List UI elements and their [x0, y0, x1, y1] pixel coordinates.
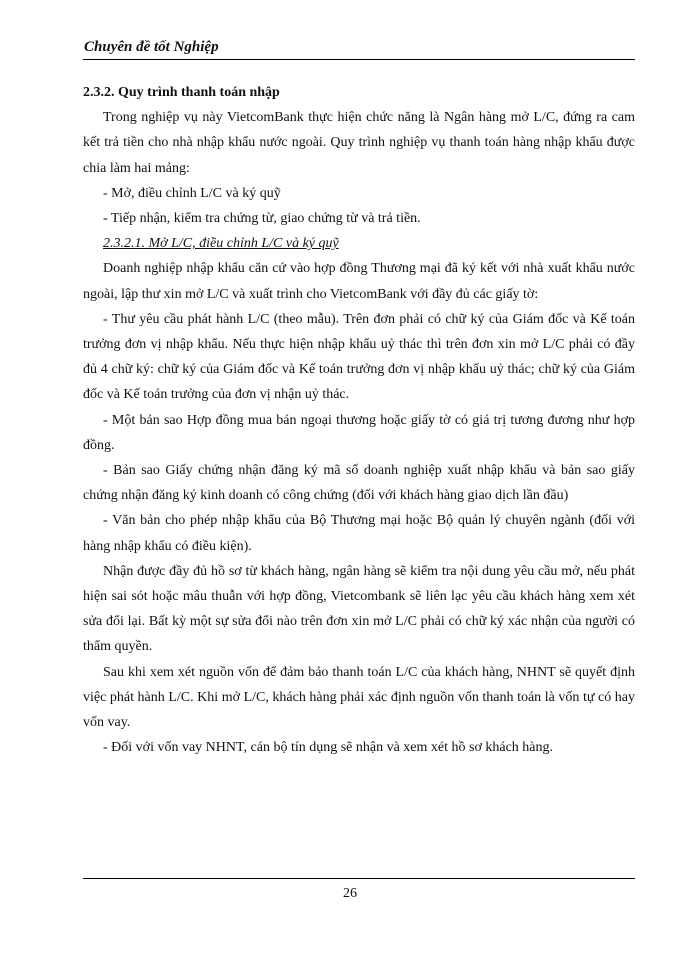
header-divider — [83, 59, 635, 60]
body-paragraph: Doanh nghiệp nhập khẩu căn cứ vào hợp đồng Thương mại đã ký kết với nhà xuất khẩu nước ngoài, lập thư xin mở L/C và xuất trình cho VietcomBank với đầy đủ các giấy tờ: — [83, 261, 635, 302]
document-item: - Bản sao Giấy chứng nhận đăng ký mã số doanh nghiệp xuất nhập khẩu và bản sao giấy chứng nhận đăng ký kinh doanh có công chứng (đối với khách hàng giao dịch lần đầu) — [83, 463, 635, 504]
page-body — [83, 80, 635, 760]
body-paragraph: Sau khi xem xét nguồn vốn để đảm bảo thanh toán L/C của khách hàng, NHNT sẽ quyết định việc phát hành L/C. Khi mở L/C, khách hàng phải xác định nguồn vốn thanh toán là vốn tự có hay vốn vay. — [83, 664, 635, 731]
document-item: - Văn bản cho phép nhập khẩu của Bộ Thương mại hoặc Bộ quản lý chuyên ngành (đối với hàng nhập khẩu có điều kiện). — [83, 513, 635, 554]
body-paragraph: Nhận được đầy đủ hồ sơ từ khách hàng, ngân hàng sẽ kiểm tra nội dung yêu cầu mở, nếu phát hiện sai sót hoặc mâu thuẫn với hợp đồng, Vietcombank sẽ liên lạc yêu cầu khách hàng xem xét sửa đổi lại. Bất kỳ một sự sửa đổi nào trên đơn xin mở L/C phải có chữ ký xác nhận của người có thẩm quyền. — [83, 563, 635, 655]
branch-item: - Mở, điều chỉnh L/C và ký quỹ — [103, 185, 281, 201]
document-item: - Một bản sao Hợp đồng mua bán ngoại thương hoặc giấy tờ có giá trị tương đương như hợp đồng. — [83, 412, 635, 453]
footer-divider — [83, 878, 635, 879]
document-item: - Thư yêu cầu phát hành L/C (theo mẫu). Trên đơn phải có chữ ký của Giám đốc và Kế toán trưởng đơn vị nhập khẩu. Nếu thực hiện nhập khẩu uỷ thác thì trên đơn xin mở L/C phải có đầy đủ 4 chữ ký: chữ ký của Giám đốc và Kế toán trưởng đơn vị nhập khẩu uỷ thác; chữ ký của Giám đốc và Kế toán trưởng của đơn vị nhận uỷ thác. — [83, 311, 635, 403]
subsection-heading: 2.3.2.1. Mở L/C, điều chỉnh L/C và ký quỹ — [103, 236, 339, 252]
branch-item: - Tiếp nhận, kiểm tra chứng từ, giao chứng từ và trả tiền. — [103, 211, 421, 227]
intro-paragraph: Trong nghiệp vụ này VietcomBank thực hiện chức năng là Ngân hàng mở L/C, đứng ra cam kết trả tiền cho nhà nhập khẩu nước ngoài. Quy trình nghiệp vụ thanh toán hàng nhập khẩu được chia làm hai mảng: — [83, 110, 635, 176]
body-paragraph: - Đối với vốn vay NHNT, cán bộ tín dụng sẽ nhận và xem xét hồ sơ khách hàng. — [103, 740, 554, 756]
page-number: 26 — [343, 886, 357, 901]
running-header-title: Chuyên đề tốt Nghiệp — [84, 39, 219, 55]
section-heading: 2.3.2. Quy trình thanh toán nhập — [83, 85, 280, 100]
